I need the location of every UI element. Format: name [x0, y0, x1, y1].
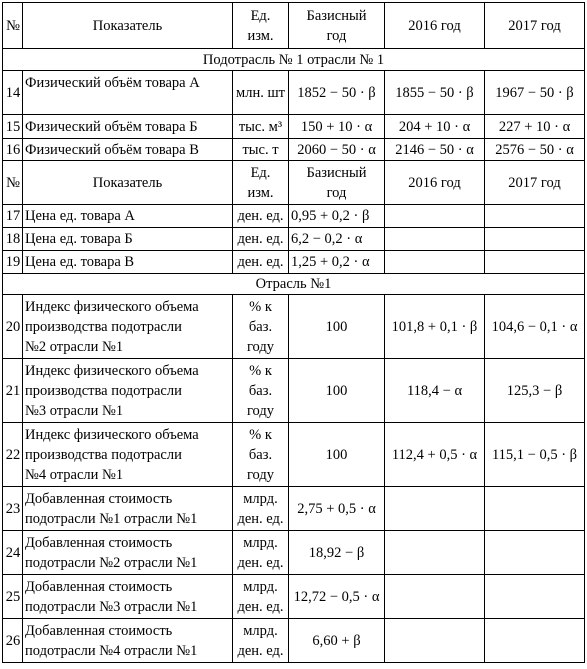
- row-2017: 115,1 − 0,5 · β: [485, 423, 585, 487]
- header-2017: 2017 год: [485, 161, 585, 205]
- row-indicator: Добавленная стоимость подотрасли №1 отрасли №1: [23, 487, 233, 531]
- row-2017: [485, 487, 585, 531]
- row-unit: % к баз. году: [233, 295, 289, 359]
- row-base: 100: [289, 359, 385, 423]
- row-base: 150 + 10 · α: [289, 115, 385, 139]
- header-row: [3, 161, 585, 205]
- table-row: [3, 619, 585, 663]
- row-indicator: Индекс физического объема производства подотрасли №4 отрасли №1: [23, 423, 233, 487]
- row-base: 0,95 + 0,2 · β: [289, 205, 385, 228]
- table-row: [3, 71, 585, 115]
- row-unit: млрд. ден. ед.: [233, 619, 289, 663]
- header-2016: 2016 год: [385, 3, 485, 49]
- row-2016: [385, 228, 485, 251]
- row-2016: 1855 − 50 · β: [385, 71, 485, 115]
- row-2016: [385, 575, 485, 619]
- header-indicator: Показатель: [23, 3, 233, 49]
- row-indicator: Индекс физического объема производства подотрасли №3 отрасли №1: [23, 359, 233, 423]
- row-2016: 101,8 + 0,1 · β: [385, 295, 485, 359]
- row-2016: [385, 205, 485, 228]
- row-number: 18: [3, 228, 23, 251]
- row-2017: [485, 531, 585, 575]
- row-base: 100: [289, 423, 385, 487]
- row-number: 21: [3, 359, 23, 423]
- table-row: [3, 251, 585, 274]
- table-row: [3, 531, 585, 575]
- row-unit: % к баз. году: [233, 359, 289, 423]
- row-unit: ден. ед.: [233, 228, 289, 251]
- row-indicator: Цена ед. товара А: [23, 205, 233, 228]
- row-2016: 112,4 + 0,5 · α: [385, 423, 485, 487]
- row-2016: 204 + 10 · α: [385, 115, 485, 139]
- row-2016: [385, 251, 485, 274]
- row-2017: [485, 205, 585, 228]
- row-base: 100: [289, 295, 385, 359]
- row-unit: млн. шт: [233, 71, 289, 115]
- row-2017: [485, 251, 585, 274]
- table-row: [3, 295, 585, 359]
- row-2016: [385, 487, 485, 531]
- row-number: 24: [3, 531, 23, 575]
- header-2017: 2017 год: [485, 3, 585, 49]
- row-number: 14: [3, 71, 23, 115]
- table-row: [3, 205, 585, 228]
- row-number: 22: [3, 423, 23, 487]
- row-number: 19: [3, 251, 23, 274]
- table-row: [3, 228, 585, 251]
- row-unit: ден. ед.: [233, 205, 289, 228]
- row-base: 18,92 − β: [289, 531, 385, 575]
- section-row: [3, 274, 585, 295]
- row-2017: 1967 − 50 · β: [485, 71, 585, 115]
- row-base: 2060 − 50 · α: [289, 139, 385, 161]
- header-num: №: [3, 161, 23, 205]
- header-unit: Ед. изм.: [233, 3, 289, 49]
- section-title: Подотрасль № 1 отрасли № 1: [3, 49, 585, 71]
- row-2017: [485, 575, 585, 619]
- table-row: [3, 423, 585, 487]
- row-indicator: Добавленная стоимость подотрасли №3 отрасли №1: [23, 575, 233, 619]
- header-base-year: Базисный год: [289, 161, 385, 205]
- row-base: 1852 − 50 · β: [289, 71, 385, 115]
- row-2016: [385, 619, 485, 663]
- row-2016: [385, 531, 485, 575]
- header-num: №: [3, 3, 23, 49]
- indicators-table: [2, 2, 585, 663]
- row-base: 2,75 + 0,5 · α: [289, 487, 385, 531]
- row-unit: тыс. т: [233, 139, 289, 161]
- row-indicator: Физический объём товара Б: [23, 115, 233, 139]
- row-base: 1,25 + 0,2 · α: [289, 251, 385, 274]
- row-2017: 125,3 − β: [485, 359, 585, 423]
- header-unit: Ед. изм.: [233, 161, 289, 205]
- row-2017: 227 + 10 · α: [485, 115, 585, 139]
- row-2017: [485, 228, 585, 251]
- row-number: 16: [3, 139, 23, 161]
- row-2017: 2576 − 50 · α: [485, 139, 585, 161]
- row-indicator: Цена ед. товара Б: [23, 228, 233, 251]
- row-number: 23: [3, 487, 23, 531]
- header-row: [3, 3, 585, 49]
- header-2016: 2016 год: [385, 161, 485, 205]
- row-number: 20: [3, 295, 23, 359]
- row-unit: % к баз. году: [233, 423, 289, 487]
- header-base-year: Базисный год: [289, 3, 385, 49]
- row-indicator: Цена ед. товара В: [23, 251, 233, 274]
- row-2017: [485, 619, 585, 663]
- row-number: 15: [3, 115, 23, 139]
- row-base: 6,2 − 0,2 · α: [289, 228, 385, 251]
- row-base: 12,72 − 0,5 · α: [289, 575, 385, 619]
- table-row: [3, 575, 585, 619]
- row-indicator: Индекс физического объема производства подотрасли №2 отрасли №1: [23, 295, 233, 359]
- row-indicator: Добавленная стоимость подотрасли №2 отрасли №1: [23, 531, 233, 575]
- row-2016: 2146 − 50 · α: [385, 139, 485, 161]
- row-indicator: Физический объём товара А: [23, 71, 233, 115]
- row-unit: млрд. ден. ед.: [233, 531, 289, 575]
- row-indicator: Добавленная стоимость подотрасли №4 отрасли №1: [23, 619, 233, 663]
- header-indicator: Показатель: [23, 161, 233, 205]
- row-indicator: Физический объём товара В: [23, 139, 233, 161]
- row-unit: тыс. м³: [233, 115, 289, 139]
- section-title: Отрасль №1: [3, 274, 585, 295]
- table-row: [3, 487, 585, 531]
- row-unit: млрд. ден. ед.: [233, 487, 289, 531]
- row-base: 6,60 + β: [289, 619, 385, 663]
- row-2017: 104,6 − 0,1 · α: [485, 295, 585, 359]
- row-number: 25: [3, 575, 23, 619]
- table-row: [3, 115, 585, 139]
- section-row: [3, 49, 585, 71]
- table-row: [3, 139, 585, 161]
- row-unit: млрд. ден. ед.: [233, 575, 289, 619]
- table-row: [3, 359, 585, 423]
- row-unit: ден. ед.: [233, 251, 289, 274]
- row-number: 26: [3, 619, 23, 663]
- row-number: 17: [3, 205, 23, 228]
- row-2016: 118,4 − α: [385, 359, 485, 423]
